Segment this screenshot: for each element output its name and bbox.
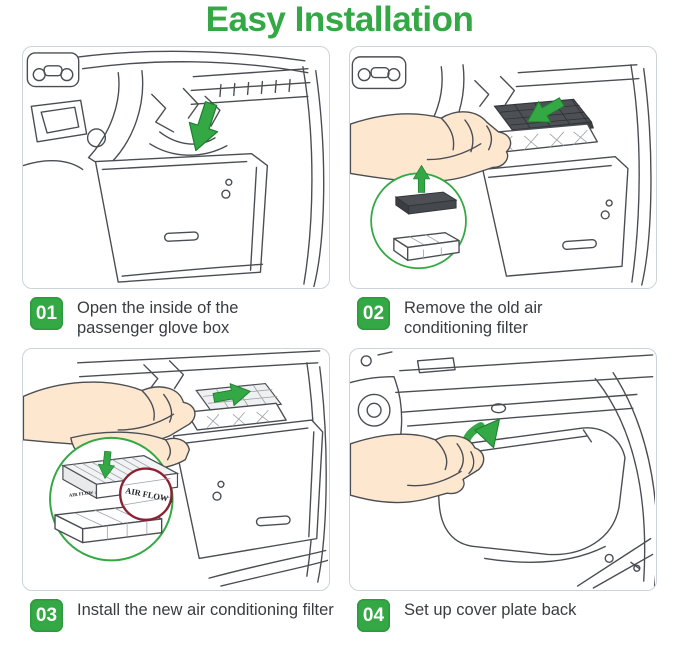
step-number-badge: 02 (357, 297, 390, 330)
glove-box-bin (483, 157, 628, 277)
remove-old-filter-drawing (350, 47, 655, 287)
air-flow-label-small: AIR FLOW ↓ (68, 490, 98, 499)
step-caption-4 (357, 599, 576, 632)
step-caption-2 (357, 297, 599, 339)
panel-step1-illustration (22, 46, 330, 289)
glove-box-bin (96, 154, 268, 282)
panel-step4-illustration (349, 348, 657, 591)
step-label: Remove the old air conditioning filter (404, 299, 543, 338)
step-label: Install the new air conditioning filter (77, 601, 334, 619)
step-caption-3 (30, 599, 334, 632)
panel-step3-illustration (22, 348, 330, 591)
step-number-badge: 04 (357, 599, 390, 632)
step-number-badge: 01 (30, 297, 63, 330)
page-title: Easy Installation (205, 0, 474, 39)
panel-step2-illustration (349, 46, 657, 289)
step-label: Set up cover plate back (404, 601, 577, 619)
close-cover-plate-drawing (350, 349, 655, 589)
glove-box-bin (174, 420, 323, 558)
open-glove-box-drawing (23, 47, 328, 287)
step-caption-1 (30, 297, 282, 339)
install-new-filter-drawing (23, 349, 328, 589)
filter-inset-circle (371, 165, 466, 268)
step-label: Open the inside of the passenger glove box (77, 299, 239, 338)
step-number-badge: 03 (30, 599, 63, 632)
air-flow-label-magnified: AIR FLOW ↓ (124, 485, 176, 505)
green-down-arrow-icon (182, 99, 225, 155)
